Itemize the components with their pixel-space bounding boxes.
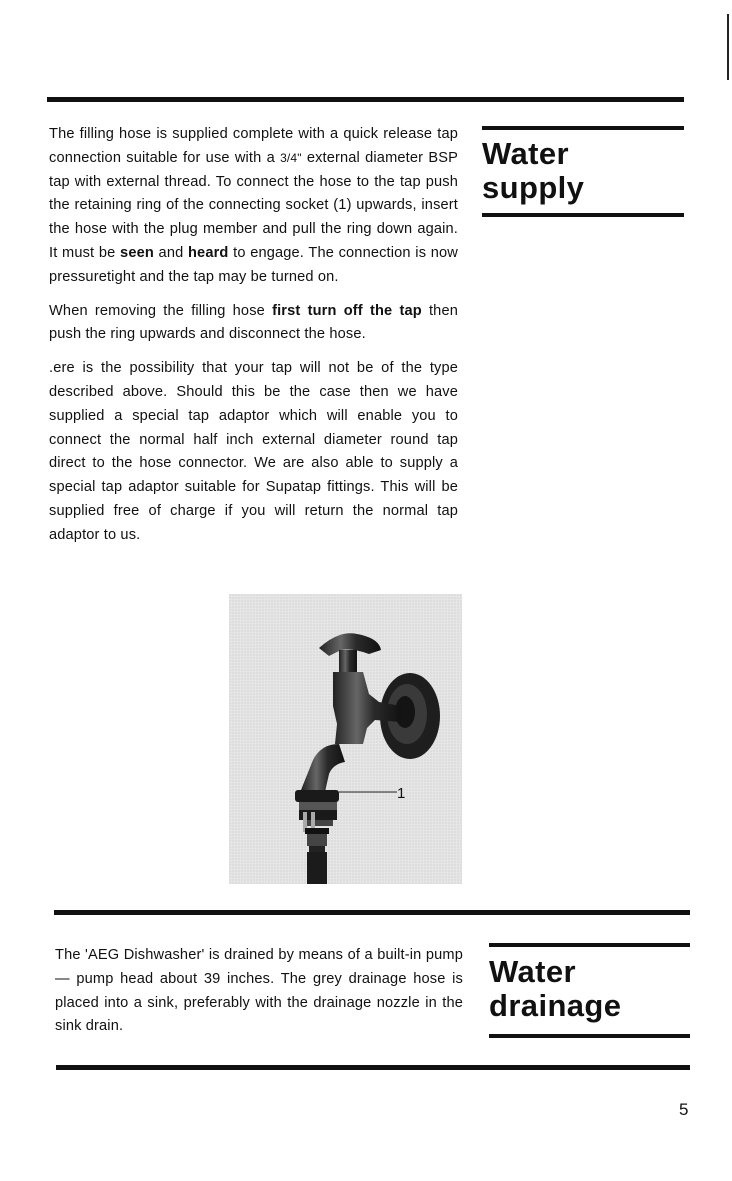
- text: and: [153, 244, 188, 261]
- tap-illustration: [229, 594, 462, 884]
- bold-text: seen: [120, 244, 154, 261]
- water-supply-text: [49, 123, 458, 548]
- text: When removing the filling hose: [49, 302, 273, 319]
- top-rule: [47, 97, 684, 102]
- paragraph: [49, 300, 458, 348]
- water-drainage-heading: [489, 955, 621, 1023]
- bold-text: heard: [187, 244, 229, 261]
- water-supply-heading: [482, 137, 584, 205]
- page-number: 5: [679, 1100, 689, 1119]
- text: to engage. The connection is now pressuretight and the tap may be turned on.: [49, 244, 458, 285]
- heading-line: drainage: [489, 988, 622, 1023]
- heading-line: Water: [482, 136, 569, 171]
- heading-line: supply: [482, 170, 585, 205]
- paragraph: The 'AEG Dishwasher' is drained by means of a built-in pump — pump head about 39 inches. The grey drainage hose is placed into a sink, preferably with the drainage nozzle in the sink drain.: [55, 947, 463, 1035]
- water-drainage-text: [55, 944, 463, 1039]
- text: external diameter BSP tap with external thread. To connect the hose to the tap push the retaining ring of the connecting socket (1) upwards, insert the hose with the plug member and pull the ring down again. It must be: [49, 149, 458, 261]
- margin-mark: [727, 14, 729, 80]
- text: The filling hose is supplied complete with a quick release tap connection suitable for use with a: [49, 126, 458, 166]
- bold-text: first turn off the tap: [272, 302, 422, 319]
- paragraph: .ere is the possibility that your tap will not be of the type described above. Should this be the case then we have supplied a special tap adaptor which will enable you to connect the normal half inch external diameter round tap direct to the hose connector. We are also able to supply a special tap adaptor suitable for Supatap fittings. This will be supplied free of charge if you will return the normal tap adaptor to us.: [49, 360, 458, 543]
- bottom-rule: [56, 1065, 690, 1070]
- drainage-heading-rule-bottom: [489, 1034, 690, 1038]
- paragraph: [49, 123, 458, 290]
- tap-photo: [229, 594, 462, 884]
- drainage-top-rule: [54, 910, 690, 915]
- figure-label: 1: [397, 785, 406, 802]
- text: then push the ring upwards and disconnect the hose.: [49, 302, 458, 343]
- supply-heading-rule-bottom: [482, 213, 684, 217]
- drainage-heading-rule-top: [489, 943, 690, 947]
- fraction: 3/4": [280, 150, 302, 165]
- heading-line: Water: [489, 954, 576, 989]
- supply-heading-rule-top: [482, 126, 684, 130]
